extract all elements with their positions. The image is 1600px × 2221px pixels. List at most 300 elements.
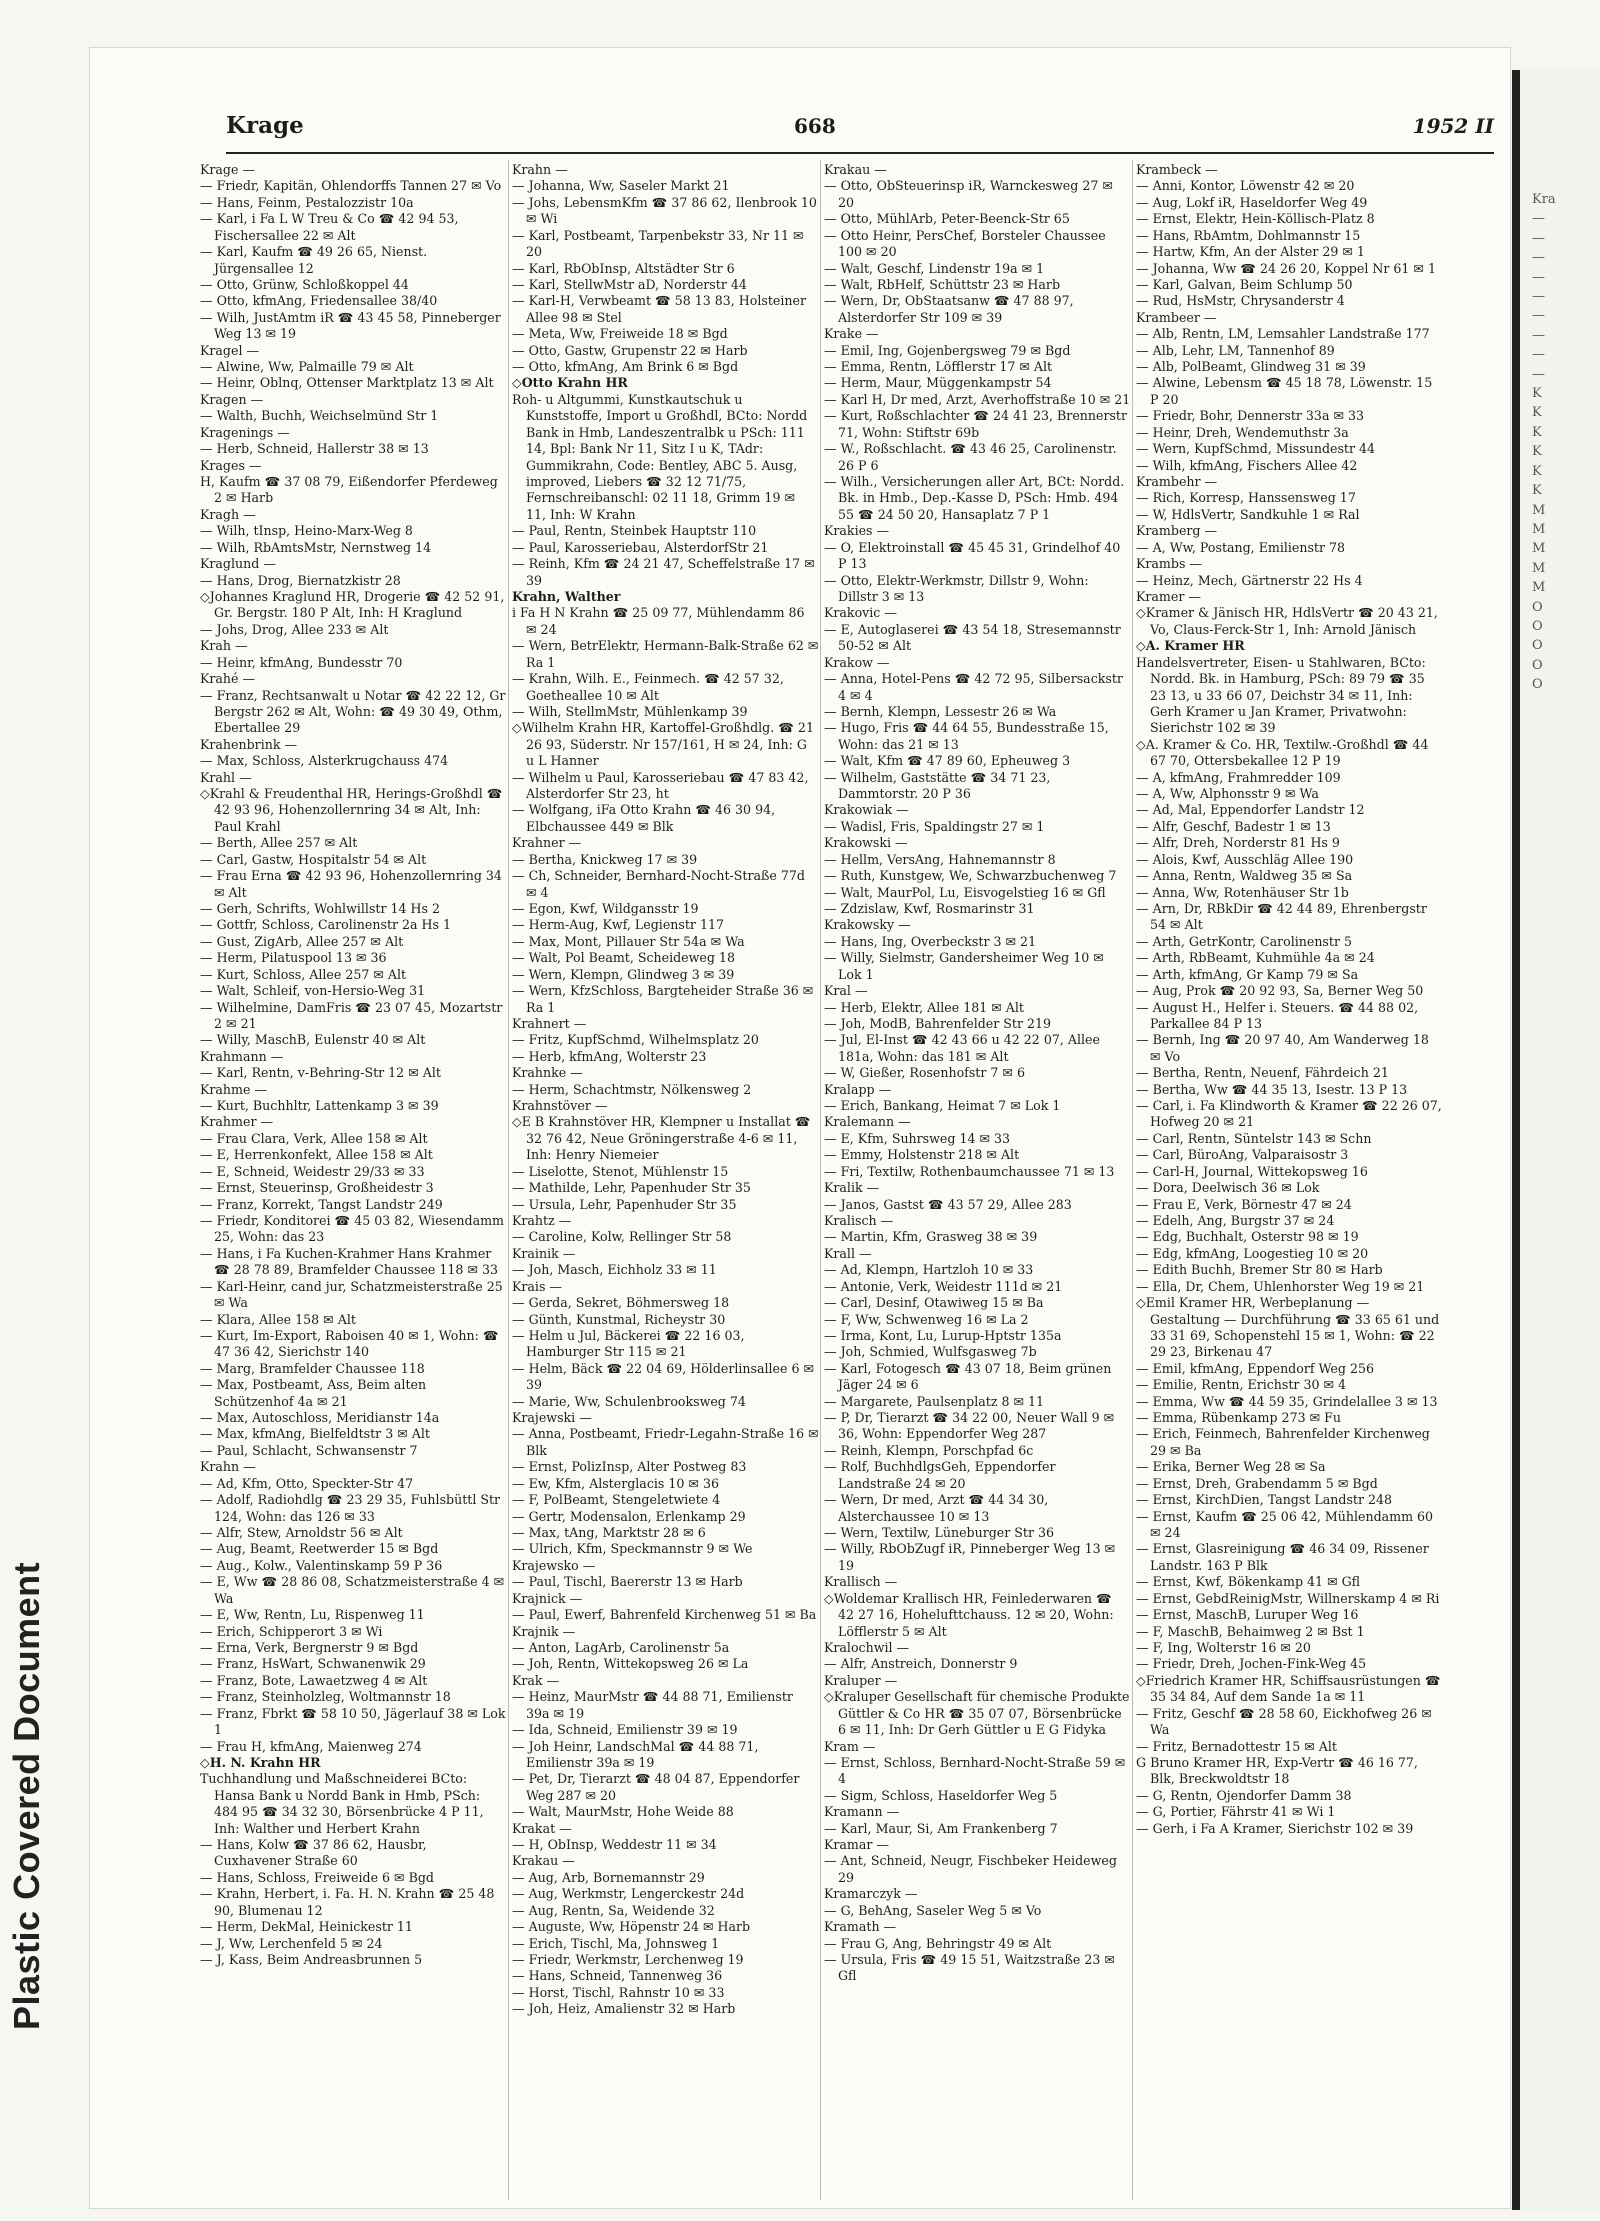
directory-entry: — Berth, Allee 257 ✉ Alt (200, 835, 358, 851)
directory-entry: — Alb, Lehr, LM, Tannenhof 89 (1136, 342, 1335, 358)
directory-entry: ◇ Kraluper Gesellschaft für chemische Produkte Güttler & Co HR ☎ 35 07 07, Börsenbrücke 6 ✉ 11, Inh: Dr Gerh Güttler u E G Fidyka (824, 1689, 1131, 1738)
directory-entry: — Jul, El-Inst ☎ 42 43 66 u 42 22 07, Allee 181a, Wohn: das 181 ✉ Alt (824, 1032, 1100, 1064)
directory-entry: — Horst, Tischl, Rahnstr 10 ✉ 33 (512, 1984, 725, 2000)
surname-heading: Krahnke — (512, 1065, 583, 1081)
directory-entry: — Klara, Allee 158 ✉ Alt (200, 1311, 356, 1327)
surname-heading: Krak — (512, 1672, 560, 1688)
directory-entry: — Edelh, Ang, Burgstr 37 ✉ 24 (1136, 1213, 1335, 1228)
directory-entry: — Max, Autoschloss, Meridianstr 14a (200, 1410, 440, 1426)
surname-heading: Krall — (824, 1245, 872, 1261)
directory-entry: — Ernst, Kaufm ☎ 25 06 42, Mühlendamm 60 ✉ 24 (1136, 1508, 1434, 1541)
directory-entry: — Karl, StellwMstr aD, Norderstr 44 (512, 276, 747, 292)
directory-entry: Roh- u Altgummi, Kunstkautschuk u Kunststoffe, Import u Großhdl, BCto: Nordd Bank in Hmb, Landeszentralbk u PSch: 111 14, Bpl: Bank Nr 11, Sitz I u K, TAdr: Gummikrahn, Code: Bentley, ABC 5. Ausg, improved, Liebers ☎ 32 12 71/75, Fernschreibanschl: 02 11 18, Grimm 19 ✉ 11, Inh: W Krahn (512, 391, 808, 522)
directory-entry: — Frau Erna ☎ 42 93 96, Hohenzollernring 34 ✉ Alt (200, 868, 502, 900)
directory-entry: — Hans, Schneid, Tannenweg 36 (512, 1968, 723, 1984)
directory-entry: — Johs, Drog, Allee 233 ✉ Alt (200, 621, 389, 637)
directory-entry: — Friedr, Dreh, Jochen-Fink-Weg 45 (1136, 1656, 1367, 1672)
directory-entry: — Marg, Bramfelder Chaussee 118 (200, 1360, 425, 1376)
directory-entry: — Alfr, Geschf, Badestr 1 ✉ 13 (1136, 818, 1331, 834)
directory-entry: — E, Kfm, Suhrsweg 14 ✉ 33 (824, 1130, 1011, 1146)
surname-heading: Krakow — (824, 654, 890, 670)
directory-entry: — O, Elektroinstall ☎ 45 45 31, Grindelhof 40 P 13 (824, 539, 1121, 572)
directory-entry: — Herm, DekMal, Heinickestr 11 (200, 1919, 413, 1935)
directory-entry: — Gerda, Sekret, Böhmersweg 18 (512, 1295, 730, 1311)
directory-entry: — Herm, Schachtmstr, Nölkensweg 2 (512, 1081, 752, 1097)
surname-heading: Krakau — (512, 1853, 575, 1869)
directory-entry: — Walt, MaurMstr, Hohe Weide 88 (512, 1804, 734, 1820)
directory-entry: — Willy, MaschB, Eulenstr 40 ✉ Alt (200, 1032, 426, 1048)
directory-entry: — Wern, Textilw, Lüneburger Str 36 (824, 1525, 1054, 1541)
directory-entry: — Franz, Steinholzleg, Woltmannstr 18 (200, 1689, 451, 1705)
directory-entry: — Walt, RbHelf, Schüttstr 23 ✉ Harb (824, 276, 1061, 292)
directory-entry: — Karl, Fotogesch ☎ 43 07 18, Beim grünen Jäger 24 ✉ 6 (824, 1360, 1112, 1393)
directory-entry: — Heinz, Mech, Gärtnerstr 22 Hs 4 (1136, 572, 1363, 588)
directory-entry: — J, Kass, Beim Andreasbrunnen 5 (200, 1951, 423, 1967)
directory-entry: — Paul, Karosseriebau, AlsterdorfStr 21 (512, 539, 769, 555)
directory-entry: — Hans, Schloss, Freiweide 6 ✉ Bgd (200, 1869, 434, 1885)
directory-entry: — F, MaschB, Behaimweg 2 ✉ Bst 1 (1136, 1623, 1365, 1639)
directory-entry: — Arth, RbBeamt, Kuhmühle 4a ✉ 24 (1136, 950, 1375, 966)
directory-entry: — Anna, Rentn, Waldweg 35 ✉ Sa (1136, 868, 1353, 884)
surname-heading: Krais — (512, 1278, 563, 1294)
directory-entry: ◇ Krahl & Freudenthal HR, Herings-Großhdl ☎ 42 93 96, Hohenzollernring 34 ✉ Alt, Inh: Paul Krahl (200, 786, 507, 835)
directory-entry: — Wilh, StellmMstr, Mühlenkamp 39 (512, 703, 748, 719)
directory-entry: — Ursula, Lehr, Papenhuder Str 35 (512, 1196, 737, 1212)
surname-heading: Kragel — (200, 342, 260, 358)
surname-heading: Kralapp — (824, 1081, 892, 1097)
directory-entry: — Ursula, Fris ☎ 49 15 51, Waitzstraße 23 ✉ Gfl (824, 1951, 1115, 1984)
directory-entry: — Joh, Rentn, Wittekopsweg 26 ✉ La (512, 1656, 749, 1672)
directory-entry: — Alwine, Ww, Palmaille 79 ✉ Alt (200, 359, 414, 375)
directory-entry: — Joh, ModB, Bahrenfelder Str 219 (824, 1015, 1052, 1031)
directory-entry: — A, Ww, Postang, Emilienstr 78 (1136, 539, 1346, 555)
directory-entry: — Ernst, PolizInsp, Alter Postweg 83 (512, 1459, 747, 1475)
directory-entry: — Max, kfmAng, Bielfeldtstr 3 ✉ Alt (200, 1426, 430, 1442)
directory-entry: — Dora, Deelwisch 36 ✉ Lok (1136, 1180, 1320, 1196)
directory-entry: — Hugo, Fris ☎ 44 64 55, Bundesstraße 15, Wohn: das 21 ✉ 13 (824, 720, 1109, 752)
directory-entry: — Krahn, Wilh. E., Feinmech. ☎ 42 57 32, Goetheallee 10 ✉ Alt (512, 671, 784, 703)
directory-entry: — Rolf, BuchhdlgsGeh, Eppendorfer Landstraße 24 ✉ 20 (824, 1459, 1056, 1491)
directory-entry: — Karl, Postbeamt, Tarpenbekstr 33, Nr 11 ✉ 20 (512, 227, 804, 260)
directory-entry: — Ernst, Dreh, Grabendamm 5 ✉ Bgd (1136, 1475, 1378, 1491)
directory-entry: — Ella, Dr, Chem, Uhlenhorster Weg 19 ✉ 21 (1136, 1278, 1425, 1294)
directory-entry: — Ernst, Schloss, Bernhard-Nocht-Straße 59 ✉ 4 (824, 1754, 1126, 1787)
directory-entry: — Alfr, Stew, Arnoldstr 56 ✉ Alt (200, 1525, 403, 1541)
directory-entry: — Walt, MaurPol, Lu, Eisvogelstieg 16 ✉ Gfl (824, 884, 1106, 900)
column-divider (820, 160, 821, 2200)
directory-entry: — Frau G, Ang, Behringstr 49 ✉ Alt (824, 1935, 1052, 1951)
surname-heading: Krahme — (200, 1081, 268, 1097)
directory-entry: — Walt, Geschf, Lindenstr 19a ✉ 1 (824, 260, 1045, 276)
directory-entry: — F, Ing, Wolterstr 16 ✉ 20 (1136, 1639, 1311, 1655)
directory-entry: — F, Ww, Schwenweg 16 ✉ La 2 (824, 1311, 1029, 1327)
directory-entry: — Emma, Ww ☎ 44 59 35, Grindelallee 3 ✉ 13 (1136, 1393, 1438, 1409)
directory-entry: — Kurt, Im-Export, Raboisen 40 ✉ 1, Wohn: ☎ 47 36 42, Sierichstr 140 (200, 1327, 499, 1360)
directory-entry: — Fritz, Geschf ☎ 28 58 60, Eickhofweg 26 ✉ Wa (1136, 1705, 1432, 1738)
surname-heading: Kralik — (824, 1180, 880, 1196)
surname-heading: Krahl — (200, 769, 252, 785)
surname-heading: Krambs — (1136, 556, 1203, 572)
directory-entry: — Heinr, Oblnq, Ottenser Marktplatz 13 ✉ Alt (200, 375, 494, 391)
directory-entry: — Otto, Grünw, Schloßkoppel 44 (200, 276, 409, 292)
directory-entry: — Paul, Rentn, Steinbek Hauptstr 110 (512, 523, 757, 539)
directory-entry: — Alois, Kwf, Ausschläg Allee 190 (1136, 851, 1354, 867)
header-rule (226, 152, 1494, 154)
directory-entry: — Erich, Feinmech, Bahrenfelder Kirchenweg 29 ✉ Ba (1136, 1426, 1430, 1458)
directory-entry: — Carl, BüroAng, Valparaisostr 3 (1136, 1147, 1349, 1163)
directory-entry: — Aug, Werkmstr, Lengerckestr 24d (512, 1886, 745, 1902)
directory-entry: — Anna, Ww, Rotenhäuser Str 1b (1136, 884, 1349, 900)
surname-heading: Krakau — (824, 162, 887, 177)
directory-entry: — Franz, Rechtsanwalt u Notar ☎ 42 22 12, Gr Bergstr 262 ✉ Alt, Wohn: ☎ 49 30 49, Othm, Ebertallee 29 (200, 687, 506, 736)
surname-heading: Krake — (824, 326, 879, 342)
surname-heading: Kram — (824, 1738, 876, 1754)
surname-heading: Kralochwil — (824, 1639, 910, 1655)
directory-entry: — Edg, Buchhalt, Osterstr 98 ✉ 19 (1136, 1229, 1359, 1245)
surname-heading: Krahé — (200, 671, 256, 687)
directory-entry: — Hans, Drog, Biernatzkistr 28 (200, 572, 401, 588)
directory-entry: — Walth, Buchh, Weichselmünd Str 1 (200, 408, 439, 424)
surname-heading: Kraluper — (824, 1672, 898, 1688)
directory-entry: — Wilhelm u Paul, Karosseriebau ☎ 47 83 42, Alsterdorfer Str 23, ht (512, 769, 809, 802)
directory-entry: ◇ Woldemar Krallisch HR, Feinlederwaren ☎ 42 27 16, Hohelufttchauss. 12 ✉ 20, Wohn: Löfflerstr 5 ✉ Alt (824, 1591, 1131, 1640)
directory-entry: — Franz, Bote, Lawaetzweg 4 ✉ Alt (200, 1672, 428, 1688)
directory-entry: — Wilh, kfmAng, Fischers Allee 42 (1136, 457, 1358, 473)
directory-entry: — Wern, BetrElektr, Hermann-Balk-Straße 62 ✉ Ra 1 (512, 638, 819, 670)
directory-entry: — Otto, Gastw, Grupenstr 22 ✉ Harb (512, 342, 748, 358)
directory-entry: Krahn, Walther (512, 588, 621, 604)
directory-entry: — Bertha, Ww ☎ 44 35 13, Isestr. 13 P 13 (1136, 1081, 1408, 1097)
directory-column-1 (200, 162, 507, 2192)
directory-entry: — Anni, Kontor, Löwenstr 42 ✉ 20 (1136, 178, 1355, 194)
directory-entry: — Friedr, Werkmstr, Lerchenweg 19 (512, 1951, 744, 1967)
directory-entry: — Emil, Ing, Gojenbergsweg 79 ✉ Bgd (824, 342, 1071, 358)
directory-entry: — Wern, Dr, ObStaatsanw ☎ 47 88 97, Alsterdorfer Str 109 ✉ 39 (824, 293, 1074, 325)
directory-entry: — Edg, kfmAng, Loogestieg 10 ✉ 20 (1136, 1245, 1369, 1261)
surname-heading: Krakowsky — (824, 917, 911, 933)
directory-entry: — Paul, Ewerf, Bahrenfeld Kirchenweg 51 ✉ Ba (512, 1607, 817, 1623)
directory-entry: — Arth, GetrKontr, Carolinenstr 5 (1136, 933, 1352, 949)
directory-entry: — Ad, Klempn, Hartzloh 10 ✉ 33 (824, 1262, 1034, 1278)
directory-entry: — Sigm, Schloss, Haseldorfer Weg 5 (824, 1787, 1058, 1803)
directory-entry: — Wadisl, Fris, Spaldingstr 27 ✉ 1 (824, 818, 1045, 834)
directory-entry: — Johanna, Ww ☎ 24 26 20, Koppel Nr 61 ✉ 1 (1136, 260, 1436, 276)
page-header (134, 108, 1494, 144)
surname-heading: Krage — (200, 162, 256, 177)
directory-entry: — Marie, Ww, Schulenbrooksweg 74 (512, 1393, 746, 1409)
directory-entry: ◇ Emil Kramer HR, Werbeplanung — Gestaltung — Durchführung ☎ 33 65 61 und 33 31 69, Schopenstehl 15 ✉ 1, Wohn: ☎ 22 29 23, Birkenau 47 (1136, 1295, 1443, 1361)
surname-heading: Krakovic — (824, 605, 897, 621)
column-divider (1132, 160, 1133, 2200)
directory-entry: ◇ Otto Krahn HR (512, 375, 819, 391)
directory-entry: — Ernst, Kwf, Bökenkamp 41 ✉ Gfl (1136, 1574, 1361, 1590)
directory-entry: — Aug, Arb, Bornemannstr 29 (512, 1869, 705, 1885)
directory-entry: — Karl, RbObInsp, Altstädter Str 6 (512, 260, 735, 276)
directory-entry: — Carl, Gastw, Hospitalstr 54 ✉ Alt (200, 851, 427, 867)
directory-entry: — Arn, Dr, RBkDir ☎ 42 44 89, Ehrenbergstr 54 ✉ Alt (1136, 900, 1427, 933)
page-number: 668 (794, 114, 836, 138)
directory-entry: — Otto, kfmAng, Am Brink 6 ✉ Bgd (512, 359, 739, 375)
directory-entry: — Emma, Rentn, Löfflerstr 17 ✉ Alt (824, 359, 1053, 375)
directory-entry: — Reinh, Kfm ☎ 24 21 47, Scheffelstraße 17 ✉ 39 (512, 556, 815, 588)
surname-heading: Krajnik — (512, 1623, 576, 1639)
directory-entry: — Ernst, Steuerinsp, Großheidestr 3 (200, 1180, 434, 1196)
directory-entry: — Bertha, Rentn, Neuenf, Fährdeich 21 (1136, 1065, 1389, 1081)
directory-entry: — E, Autoglaserei ☎ 43 54 18, Stresemannstr 50-52 ✉ Alt (824, 621, 1121, 654)
directory-entry: — Emil, kfmAng, Eppendorf Weg 256 (1136, 1360, 1374, 1376)
directory-entry: — Gertr, Modensalon, Erlenkamp 29 (512, 1508, 746, 1524)
surname-heading: Kraglund — (200, 556, 276, 572)
directory-entry: — Ernst, KirchDien, Tangst Landstr 248 (1136, 1492, 1393, 1508)
directory-column-4 (1136, 162, 1443, 2192)
adjacent-page-edge (1512, 70, 1600, 2210)
directory-entry: — Otto, Elektr-Werkmstr, Dillstr 9, Wohn: Dillstr 3 ✉ 13 (824, 572, 1089, 604)
directory-entry: — Paul, Tischl, Baererstr 13 ✉ Harb (512, 1574, 743, 1590)
surname-heading: Krajewsko — (512, 1557, 596, 1573)
directory-entry: — Gottfr, Schloss, Carolinenstr 2a Hs 1 (200, 917, 452, 933)
directory-entry: — Zdzislaw, Kwf, Rosmarinstr 31 (824, 900, 1035, 916)
directory-entry: — Bertha, Knickweg 17 ✉ 39 (512, 851, 698, 867)
directory-entry: — Heinz, MaurMstr ☎ 44 88 71, Emilienstr 39a ✉ 19 (512, 1689, 793, 1721)
surname-heading: Kramar — (824, 1837, 890, 1853)
surname-heading: Kramath — (824, 1919, 897, 1935)
directory-entry: — Wilh., Versicherungen aller Art, BCt: Nordd. Bk. in Hmb., Dep.-Kasse D, PSch: Hmb. 494 55 ☎ 24 50 20, Hansaplatz 7 P 1 (824, 474, 1125, 522)
surname-heading: Kramann — (824, 1804, 900, 1820)
surname-heading: Krakat — (512, 1820, 572, 1836)
directory-entry: — Willy, RbObZugf iR, Pinneberger Weg 13 ✉ 19 (824, 1541, 1116, 1573)
surname-heading: Krahenbrink — (200, 736, 298, 752)
surname-heading: Kramberg — (1136, 523, 1218, 539)
directory-entry: — Carl, Desinf, Otawiweg 15 ✉ Ba (824, 1295, 1044, 1311)
surname-heading: Krainik — (512, 1245, 576, 1261)
directory-entry: — Aug, Prok ☎ 20 92 93, Sa, Berner Weg 50 (1136, 983, 1424, 999)
directory-entry: — Ernst, Elektr, Hein-Köllisch-Platz 8 (1136, 211, 1375, 227)
directory-entry: — Kurt, Schloss, Allee 257 ✉ Alt (200, 966, 407, 982)
directory-entry: — W, Gießer, Rosenhofstr 7 ✉ 6 (824, 1065, 1025, 1081)
directory-entry: — Aug, Rentn, Sa, Weidende 32 (512, 1902, 715, 1918)
directory-entry: — Joh, Masch, Eichholz 33 ✉ 11 (512, 1262, 717, 1278)
directory-entry: — Bernh, Klempn, Lessestr 26 ✉ Wa (824, 703, 1057, 719)
directory-entry: — E, Schneid, Weidestr 29/33 ✉ 33 (200, 1163, 425, 1179)
directory-entry: — Ernst, MaschB, Luruper Weg 16 (1136, 1607, 1359, 1623)
directory-entry: — Caroline, Kolw, Rellinger Str 58 (512, 1229, 732, 1245)
directory-entry: — Gerh, i Fa A Kramer, Sierichstr 102 ✉ 39 (1136, 1820, 1414, 1836)
directory-entry: — Johs, LebensmKfm ☎ 37 86 62, Ilenbrook 10 ✉ Wi (512, 194, 817, 227)
directory-entry: — F, PolBeamt, Stengeletwiete 4 (512, 1492, 721, 1508)
side-label: Plastic Covered Document (6, 1561, 47, 2030)
directory-entry: — Wilh, tInsp, Heino-Marx-Weg 8 (200, 523, 413, 539)
directory-entry: — Krahn, Herbert, i. Fa. H. N. Krahn ☎ 25 48 90, Blumenau 12 (200, 1886, 495, 1918)
directory-entry: — Ernst, Glasreinigung ☎ 46 34 09, Rissener Landstr. 163 P Blk (1136, 1541, 1429, 1573)
directory-entry: — Erika, Berner Weg 28 ✉ Sa (1136, 1459, 1326, 1475)
directory-entry: — Arth, kfmAng, Gr Kamp 79 ✉ Sa (1136, 966, 1359, 982)
directory-entry: — J, Ww, Lerchenfeld 5 ✉ 24 (200, 1935, 383, 1951)
directory-entry: — Herb, kfmAng, Wolterstr 23 (512, 1048, 707, 1064)
directory-entry: — Ernst, GebdReinigMstr, Willnerskamp 4 ✉ Ri (1136, 1590, 1440, 1606)
directory-entry: — A, kfmAng, Frahmredder 109 (1136, 769, 1341, 785)
directory-entry: — Irma, Kont, Lu, Lurup-Hptstr 135a (824, 1327, 1062, 1343)
directory-entry: — Ida, Schneid, Emilienstr 39 ✉ 19 (512, 1722, 738, 1738)
surname-heading: Krahmann — (200, 1048, 284, 1064)
directory-entry: — Hans, Feinm, Pestalozzistr 10a (200, 194, 414, 210)
directory-entry: — Paul, Schlacht, Schwansenstr 7 (200, 1442, 418, 1458)
directory-entry: — Walt, Kfm ☎ 47 89 60, Epheuweg 3 (824, 753, 1071, 769)
directory-entry: — Karl H, Dr med, Arzt, Averhoffstraße 10 ✉ 21 (824, 391, 1131, 407)
directory-entry: — Reinh, Klempn, Porschpfad 6c (824, 1442, 1034, 1458)
directory-entry: — Bernh, Ing ☎ 20 97 40, Am Wanderweg 18 ✉ Vo (1136, 1032, 1429, 1064)
directory-entry: — Anton, LagArb, Carolinenstr 5a (512, 1639, 730, 1655)
adjacent-page-text: Kra — — — — — — — — — K K K K K K M M M M M O O O O O (1532, 192, 1556, 693)
directory-entry: — Wern, KfzSchloss, Bargteheider Straße 36 ✉ Ra 1 (512, 983, 814, 1015)
directory-entry: — Ad, Mal, Eppendorfer Landstr 12 (1136, 802, 1365, 818)
directory-entry: — August H., Helfer i. Steuers. ☎ 44 88 02, Parkallee 84 P 13 (1136, 999, 1419, 1031)
directory-entry: — Hans, Kolw ☎ 37 86 62, Hausbr, Cuxhavener Straße 60 (200, 1837, 427, 1869)
directory-entry: — Liselotte, Stenot, Mühlenstr 15 (512, 1163, 729, 1179)
directory-entry: — Wern, Dr med, Arzt ☎ 44 34 30, Alsterchaussee 10 ✉ 13 (824, 1492, 1049, 1524)
directory-entry: — Walt, Pol Beamt, Scheideweg 18 (512, 950, 735, 966)
directory-entry: — Otto Heinr, PersChef, Borsteler Chaussee 100 ✉ 20 (824, 227, 1106, 260)
directory-entry: — Heinr, kfmAng, Bundesstr 70 (200, 654, 403, 670)
directory-entry: — Friedr, Bohr, Dennerstr 33a ✉ 33 (1136, 408, 1365, 424)
directory-entry: — Wern, KupfSchmd, Missundestr 44 (1136, 441, 1376, 457)
directory-entry: — Edith Buchh, Bremer Str 80 ✉ Harb (1136, 1262, 1383, 1278)
directory-entry: — Anna, Hotel-Pens ☎ 42 72 95, Silbersackstr 4 ✉ 4 (824, 671, 1123, 703)
directory-entry: G Bruno Kramer HR, Exp-Vertr ☎ 46 16 77, Blk, Breckwoldtstr 18 (1136, 1754, 1418, 1787)
directory-column-3 (824, 162, 1131, 2192)
directory-entry: — Gust, ZigArb, Allee 257 ✉ Alt (200, 933, 404, 949)
directory-entry: ◇ E B Krahnstöver HR, Klempner u Installat ☎ 32 76 42, Neue Gröningerstraße 4-6 ✉ 11, Inh: Henry Niemeier (512, 1114, 819, 1163)
directory-entry: — Adolf, Radiohdlg ☎ 23 29 35, Fuhlsbüttl Str 124, Wohn: das 126 ✉ 33 (200, 1492, 501, 1524)
directory-entry: — Friedr, Konditorei ☎ 45 03 82, Wiesendamm 25, Wohn: das 23 (200, 1213, 505, 1245)
directory-entry: — Ruth, Kunstgew, We, Schwarzbuchenweg 7 (824, 868, 1117, 884)
directory-entry: — A, Ww, Alphonsstr 9 ✉ Wa (1136, 786, 1319, 802)
surname-heading: Krahnstöver — (512, 1098, 608, 1114)
directory-entry: — Kurt, Roßschlachter ☎ 24 41 23, Brennerstr 71, Wohn: Stiftstr 69b (824, 408, 1128, 440)
directory-entry: — Mathilde, Lehr, Papenhuder Str 35 (512, 1180, 751, 1196)
surname-heading: Kral — (824, 983, 868, 999)
directory-entry: — Friedr, Kapitän, Ohlendorffs Tannen 27 ✉ Vo (200, 178, 502, 194)
directory-entry: H, Kaufm ☎ 37 08 79, Eißendorfer Pferdeweg 2 ✉ Harb (200, 474, 498, 506)
surname-heading: Krahn — (512, 162, 568, 177)
directory-entry: — Karl, Rentn, v-Behring-Str 12 ✉ Alt (200, 1065, 441, 1081)
directory-entry: — Alb, PolBeamt, Glindweg 31 ✉ 39 (1136, 359, 1366, 375)
directory-entry: — Meta, Ww, Freiweide 18 ✉ Bgd (512, 326, 728, 342)
directory-entry: Tuchhandlung und Maßschneiderei BCto: Hansa Bank u Nordd Bank in Hmb, PSch: 484 95 ☎ 34 32 30, Börsenbrücke 4 P 11, Inh: Walther und Herbert Krahn (200, 1771, 484, 1836)
directory-entry: Handelsvertreter, Eisen- u Stahlwaren, BCto: Nordd. Bk. in Hamburg, PSch: 89 79 ☎ 35 23 13, u 33 66 07, Deichstr 34 ✉ 11, Inh: Gerh Kramer u Jan Kramer, Privatwohn: Sierichstr 102 ✉ 39 (1136, 654, 1426, 736)
directory-entry: ◇ Johannes Kraglund HR, Drogerie ☎ 42 52 91, Gr. Bergstr. 180 P Alt, Inh: H Kraglund (200, 589, 507, 622)
surname-heading: Kramer — (1136, 588, 1201, 604)
directory-entry: ◇ A. Kramer & Co. HR, Textilw.-Großhdl ☎ 44 67 70, Ottersbekallee 12 P 19 (1136, 737, 1443, 770)
surname-heading: Krahmer — (200, 1114, 274, 1130)
directory-entry: — Günth, Kunstmal, Richeystr 30 (512, 1311, 726, 1327)
directory-entry: — G, Rentn, Ojendorfer Damm 38 (1136, 1787, 1352, 1803)
surname-heading: Kragenings — (200, 424, 290, 440)
directory-entry: — Auguste, Ww, Höpenstr 24 ✉ Harb (512, 1919, 751, 1935)
directory-entry: — Aug., Kolw., Valentinskamp 59 P 36 (200, 1557, 443, 1573)
directory-entry: — Hartw, Kfm, An der Alster 29 ✉ 1 (1136, 244, 1365, 260)
directory-entry: — E, Ww ☎ 28 86 08, Schatzmeisterstraße 4 ✉ Wa (200, 1574, 505, 1606)
surname-heading: Krakowiak — (824, 802, 909, 818)
directory-entry: — Ant, Schneid, Neugr, Fischbeker Heideweg 29 (824, 1853, 1117, 1885)
directory-entry: — Joh Heinr, LandschMal ☎ 44 88 71, Emilienstr 39a ✉ 19 (512, 1738, 759, 1770)
directory-entry: — Erich, Tischl, Ma, Johnsweg 1 (512, 1935, 720, 1951)
directory-entry: — Wilhelmine, DamFris ☎ 23 07 45, Mozartstr 2 ✉ 21 (200, 999, 503, 1031)
directory-entry: — Ad, Kfm, Otto, Speckter-Str 47 (200, 1475, 414, 1491)
directory-entry: ◇ Kramer & Jänisch HR, HdlsVertr ☎ 20 43 21, Vo, Claus-Ferck-Str 1, Inh: Arnold Jänisch (1136, 605, 1443, 638)
directory-entry: — E, Herrenkonfekt, Allee 158 ✉ Alt (200, 1147, 433, 1163)
directory-entry: — Emmy, Holstenstr 218 ✉ Alt (824, 1147, 1020, 1163)
surname-heading: Krambeck — (1136, 162, 1218, 177)
directory-entry: — Anna, Postbeamt, Friedr-Legahn-Straße 16 ✉ Blk (512, 1426, 819, 1458)
directory-entry: — Aug, Beamt, Reetwerder 15 ✉ Bgd (200, 1541, 439, 1557)
directory-entry: — Hans, RbAmtm, Dohlmannstr 15 (1136, 227, 1361, 243)
surname-heading: Kragen — (200, 391, 264, 407)
directory-entry: — Karl-H, Verwbeamt ☎ 58 13 83, Holsteiner Allee 98 ✉ Stel (512, 293, 806, 325)
directory-entry: — Otto, MühlArb, Peter-Beenck-Str 65 (824, 211, 1070, 227)
directory-entry: — Franz, Korrekt, Tangst Landstr 249 (200, 1196, 443, 1212)
directory-entry: — Emilie, Rentn, Erichstr 30 ✉ 4 (1136, 1377, 1347, 1393)
surname-heading: Krahnert — (512, 1015, 587, 1031)
directory-entry: — G, Portier, Fährstr 41 ✉ Wi 1 (1136, 1804, 1336, 1820)
column-divider (508, 160, 509, 2200)
directory-entry: ◇ Friedrich Kramer HR, Schiffsausrüstungen ☎ 35 34 84, Auf dem Sande 1a ✉ 11 (1136, 1673, 1443, 1706)
surname-heading: Krahner — (512, 835, 582, 851)
directory-entry: — Carl, i. Fa Klindworth & Kramer ☎ 22 26 07, Hofweg 20 ✉ 21 (1136, 1098, 1442, 1130)
edition-year: 1952 II (1412, 114, 1494, 138)
surname-heading: Krambehr — (1136, 474, 1218, 490)
directory-entry: — Helm u Jul, Bäckerei ☎ 22 16 03, Hamburger Str 115 ✉ 21 (512, 1327, 745, 1360)
directory-entry: — Egon, Kwf, Wildgansstr 19 (512, 900, 699, 916)
directory-entry: — Max, Mont, Pillauer Str 54a ✉ Wa (512, 933, 745, 949)
directory-entry: — Max, Schloss, Alsterkrugchauss 474 (200, 753, 449, 769)
directory-entry: — Alwine, Lebensm ☎ 45 18 78, Löwenstr. 15 P 20 (1136, 375, 1433, 407)
directory-entry: — Ew, Kfm, Alsterglacis 10 ✉ 36 (512, 1475, 719, 1491)
directory-entry: — Rich, Korresp, Hanssensweg 17 (1136, 490, 1356, 506)
directory-entry: — Rud, HsMstr, Chrysanderstr 4 (1136, 293, 1345, 309)
directory-entry: — W., Roßschlacht. ☎ 43 46 25, Carolinenstr. 26 P 6 (824, 441, 1117, 473)
directory-entry: — Karl, Maur, Si, Am Frankenberg 7 (824, 1820, 1058, 1836)
directory-entry: — Wilh, JustAmtm iR ☎ 43 45 58, Pinneberger Weg 13 ✉ 19 (200, 309, 501, 342)
directory-entry: — Frau Clara, Verk, Allee 158 ✉ Alt (200, 1130, 428, 1146)
directory-entry: — Martin, Kfm, Grasweg 38 ✉ 39 (824, 1229, 1038, 1245)
directory-entry: — Fritz, KupfSchmd, Wilhelmsplatz 20 (512, 1032, 759, 1048)
directory-entry: — Franz, Fbrkt ☎ 58 10 50, Jägerlauf 38 ✉ Lok 1 (200, 1705, 506, 1738)
directory-entry: — Wern, Klempn, Glindweg 3 ✉ 39 (512, 966, 735, 982)
directory-entry: — P, Dr, Tierarzt ☎ 34 22 00, Neuer Wall 9 ✉ 36, Wohn: Eppendorfer Weg 287 (824, 1410, 1115, 1442)
directory-entry: — Herb, Schneid, Hallerstr 38 ✉ 13 (200, 441, 429, 457)
directory-entry: — Franz, HsWart, Schwanenwik 29 (200, 1656, 426, 1672)
directory-entry: — Wolfgang, iFa Otto Krahn ☎ 46 30 94, Elbchaussee 449 ✉ Blk (512, 802, 776, 834)
directory-entry: — Alfr, Anstreich, Donnerstr 9 (824, 1656, 1018, 1672)
surname-heading: Kramarczyk — (824, 1886, 918, 1902)
directory-entry: — Otto, kfmAng, Friedensallee 38/40 (200, 293, 438, 309)
directory-entry: — Herm-Aug, Kwf, Legienstr 117 (512, 917, 724, 933)
directory-entry: — Erna, Verk, Bergnerstr 9 ✉ Bgd (200, 1639, 419, 1655)
directory-entry: — Heinr, Dreh, Wendemuthstr 3a (1136, 424, 1349, 440)
directory-entry: — Karl, Kaufm ☎ 49 26 65, Nienst. Jürgensallee 12 (200, 244, 428, 276)
directory-entry: — Alb, Rentn, LM, Lemsahler Landstraße 177 (1136, 326, 1430, 342)
directory-entry: — Karl, Galvan, Beim Schlump 50 (1136, 276, 1353, 292)
directory-entry: — Ch, Schneider, Bernhard-Nocht-Straße 77d ✉ 4 (512, 868, 805, 900)
surname-heading: Kralisch — (824, 1213, 894, 1228)
directory-entry: — Willy, Sielmstr, Gandersheimer Weg 10 ✉ Lok 1 (824, 950, 1104, 982)
directory-entry: — Emma, Rübenkamp 273 ✉ Fu (1136, 1410, 1341, 1426)
surname-heading: Krakowski — (824, 835, 908, 851)
directory-entry: — Pet, Dr, Tierarzt ☎ 48 04 87, Eppendorfer Weg 287 ✉ 20 (512, 1771, 800, 1803)
directory-entry: — Max, Postbeamt, Ass, Beim alten Schützenhof 4a ✉ 21 (200, 1377, 427, 1409)
surname-heading: Krajewski — (512, 1410, 592, 1426)
directory-entry: i Fa H N Krahn ☎ 25 09 77, Mühlendamm 86 ✉ 24 (512, 605, 805, 637)
